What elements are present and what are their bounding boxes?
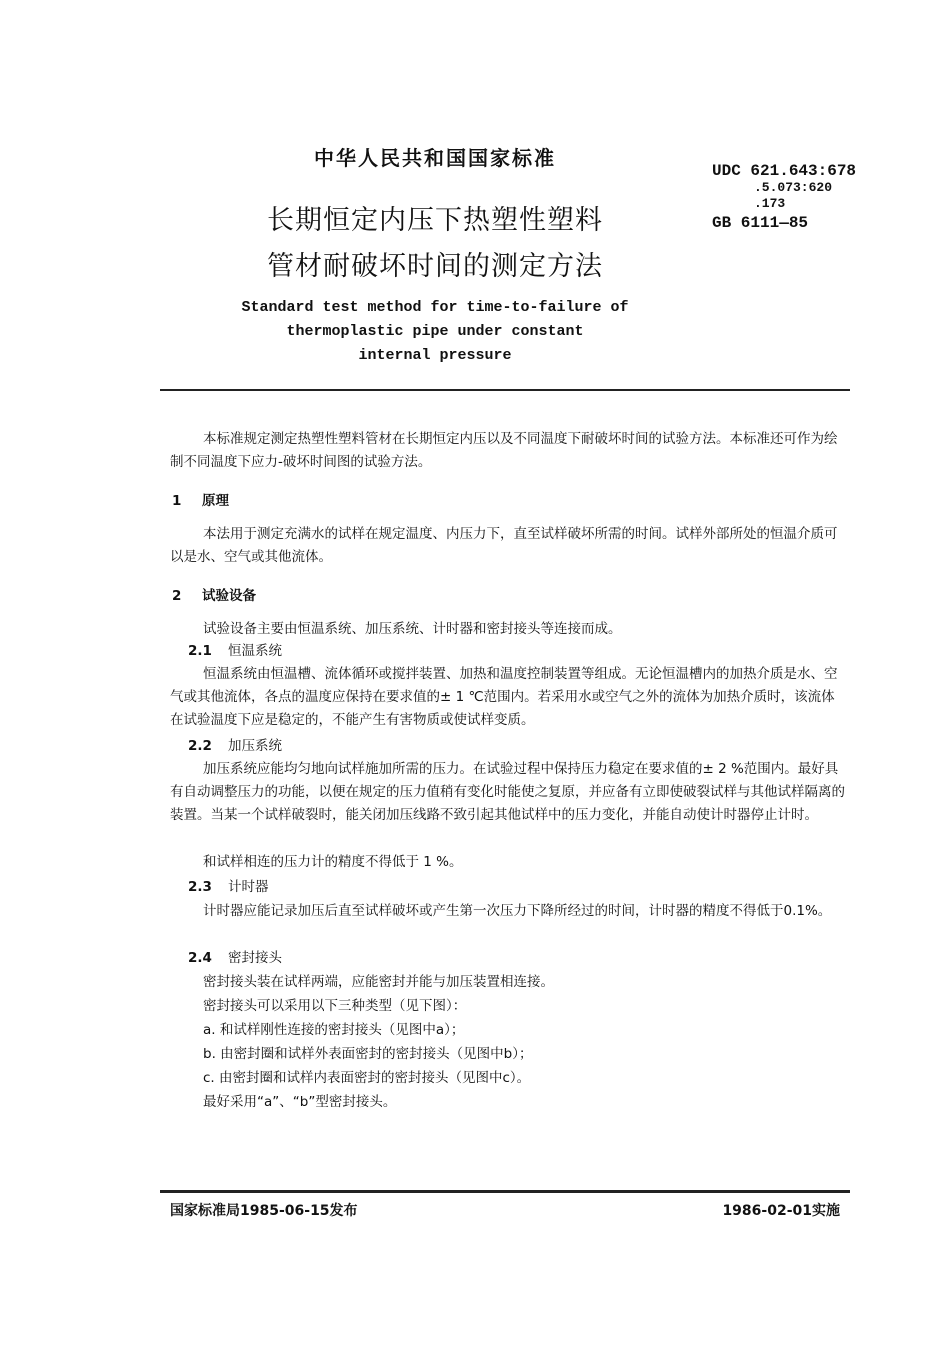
section-2-4-text-3: 最好采用“a”、“b”型密封接头。 xyxy=(203,1094,397,1110)
title-line-2: 管材耐破坏时间的测定方法 xyxy=(267,251,603,282)
intro-paragraph: 本标准规定测定热塑性塑料管材在长期恒定内压以及不同温度下耐破坏时间的试验方法。本标准还可作为绘制不同温度下应力-破坏时间图的试验方法。 xyxy=(170,431,838,470)
section-title: 原理 xyxy=(202,493,229,509)
section-2-1-text: 恒温系统由恒温槽、流体循环或搅拌装置、加热和温度控制装置等组成。无论恒温槽内的加热介质是水、空气或其他流体，各点的温度应保持在要求值的± 1 ℃范围内。若采用水或空气之外的流体为加热介质时，该流体在试验温度下应是稳定的，不能产生有害物质或使试样变质。 xyxy=(170,666,838,728)
subsection-title: 恒温系统 xyxy=(228,643,282,659)
subsection-title: 密封接头 xyxy=(228,950,282,966)
section-2-4-text-1: 密封接头装在试样两端，应能密封并能与加压装置相连接。 xyxy=(203,974,554,990)
section-2-4-heading xyxy=(188,947,282,970)
section-2-4-text-2: 密封接头可以采用以下三种类型（见下图）： xyxy=(203,998,467,1014)
english-title-line-1: Standard test method for time-to-failure of xyxy=(241,299,629,316)
section-2-2-text-2: 和试样相连的压力计的精度不得低于 1 %。 xyxy=(203,854,463,870)
subsection-title: 计时器 xyxy=(228,879,269,895)
joint-type-item: b. 由密封圈和试样外表面密封的密封接头（见图中b）； xyxy=(203,1046,533,1062)
section-2-2-heading xyxy=(188,735,282,758)
section-2-1-heading xyxy=(188,640,282,663)
udc-line-3: .173 xyxy=(754,196,786,211)
section-2-2-text: 加压系统应能均匀地向试样施加所需的压力。在试验过程中保持压力稳定在要求值的± 2 %范围内。最好具有自动调整压力的功能，以便在规定的压力值稍有变化时能使之复原，并应备有立即使破裂试样与其他试样隔离的装置。当某一个试样破裂时，能关闭加压线路不致引起其他试样中的压力变化，并能自动使计时器停止计时。 xyxy=(170,761,845,823)
subsection-number: 2.4 xyxy=(188,950,212,966)
section-2-heading xyxy=(172,585,256,608)
national-standard-heading: 中华人民共和国国家标准 xyxy=(314,146,556,170)
section-number: 2 xyxy=(172,588,182,604)
header-divider xyxy=(160,389,850,391)
gb-number: GB 6111—85 xyxy=(712,214,809,232)
issue-date: 国家标准局1985-06-15发布 xyxy=(170,1203,358,1219)
subsection-number: 2.2 xyxy=(188,738,212,754)
english-title-line-3: internal pressure xyxy=(358,347,512,364)
subsection-title: 加压系统 xyxy=(228,738,282,754)
section-2-3-text: 计时器应能记录加压后直至试样破坏或产生第一次压力下降所经过的时间，计时器的精度不得低于0.1%。 xyxy=(203,903,832,919)
udc-classification xyxy=(712,162,856,232)
joint-type-item: c. 由密封圈和试样内表面密封的密封接头（见图中c）。 xyxy=(203,1070,531,1086)
subsection-number: 2.3 xyxy=(188,879,212,895)
udc-line-2: .5.073:620 xyxy=(754,180,833,195)
title-line-1: 长期恒定内压下热塑性塑料 xyxy=(267,205,603,236)
section-2-text: 试验设备主要由恒温系统、加压系统、计时器和密封接头等连接而成。 xyxy=(203,621,622,637)
effective-date: 1986-02-01实施 xyxy=(722,1203,840,1219)
udc-line-1: UDC 621.643:678 xyxy=(712,162,857,180)
section-1-heading xyxy=(172,490,229,513)
section-title: 试验设备 xyxy=(202,588,256,604)
section-2-3-heading xyxy=(188,876,269,899)
section-number: 1 xyxy=(172,493,182,509)
joint-type-item: a. 和试样刚性连接的密封接头（见图中a）； xyxy=(203,1022,465,1038)
subsection-number: 2.1 xyxy=(188,643,212,659)
footer-divider xyxy=(160,1190,850,1193)
section-1-text: 本法用于测定充满水的试样在规定温度、内压力下，直至试样破坏所需的时间。试样外部所处的恒温介质可以是水、空气或其他流体。 xyxy=(170,526,838,565)
english-title-line-2: thermoplastic pipe under constant xyxy=(286,323,584,340)
english-title xyxy=(200,296,670,368)
